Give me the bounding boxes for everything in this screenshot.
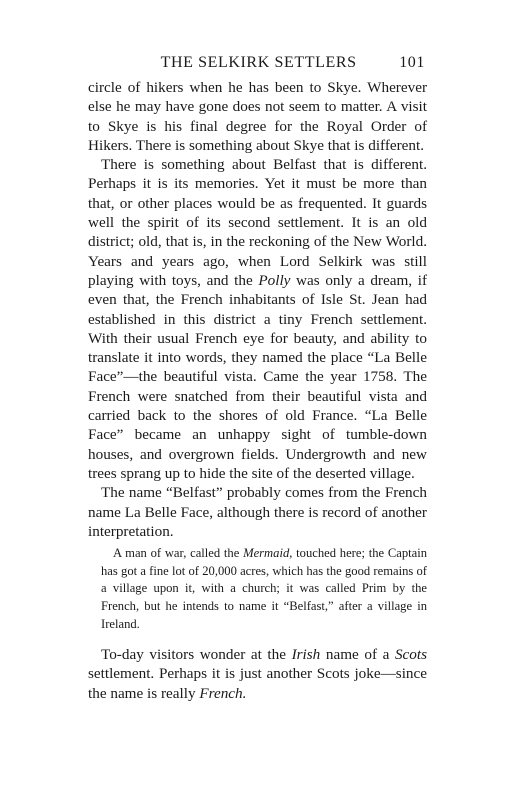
paragraph-text: There is something about Belfast that is different. Perhaps it is its memories. Yet it must be more than that, or other places would be as frequented. It guards well the spirit of its second settlement. It is an old district; old, that is, in the reckoning of the New World. Years and years ago, when Lord Selkirk was still playing with toys, and the (88, 156, 427, 289)
paragraph-text: settlement. Perhaps it is just another Scots joke—since the name is really (88, 665, 427, 702)
running-head (88, 54, 427, 78)
italic-word: Scots (394, 646, 427, 664)
quote-text-part: A man of war, called the (113, 546, 244, 561)
page-number: 101 (399, 54, 425, 71)
book-page (88, 54, 427, 703)
block-quote (88, 545, 427, 633)
italic-ship-name: Mermaid, (243, 546, 293, 561)
quote-text-part: touched here; the Captain has got a fine lot of 20,000 acres, which has the good remains of a village upon it, with a church; it was called Prim by the French, but he intends to name it “Belfast,” after a village in Ireland. (101, 546, 428, 631)
paragraph-continued (88, 78, 427, 155)
paragraph-belfast-history (88, 155, 427, 483)
paragraph-text: name of a (320, 646, 395, 664)
paragraph-text: circle of hikers when he has been to Skye. Wherever else he may have gone does not seem to matter. A visit to Skye is his final degree for the Royal Order of Hikers. There is something about Skye that is different. (88, 79, 427, 154)
quote-text (101, 545, 427, 633)
paragraph-text: The name “Belfast” probably comes from the French name La Belle Face, although there is record of another interpretation. (88, 484, 427, 540)
paragraph-conclusion (88, 645, 427, 703)
paragraph-text: To-day visitors wonder at the (101, 646, 292, 664)
running-title: THE SELKIRK SETTLERS (160, 54, 357, 71)
paragraph-text: was only a dream, if even that, the French inhabitants of Isle St. Jean had established in this district a tiny French settlement. With their usual French eye for beauty, and ability to translate it into words, they named the place “La Belle Face”—the beautiful vista. Came the year 1758. The French were snatched from their beautiful vista and carried back to the shores of old France. “La Belle Face” became an unhappy sight of tumble-down houses, and overgrown fields. Undergrowth and new trees sprang up to hide the site of the deserted village. (88, 271, 427, 482)
italic-word: Irish (291, 646, 321, 664)
italic-ship-name: Polly (258, 271, 291, 289)
paragraph-name-origin (88, 483, 427, 541)
italic-word: French. (199, 684, 247, 702)
